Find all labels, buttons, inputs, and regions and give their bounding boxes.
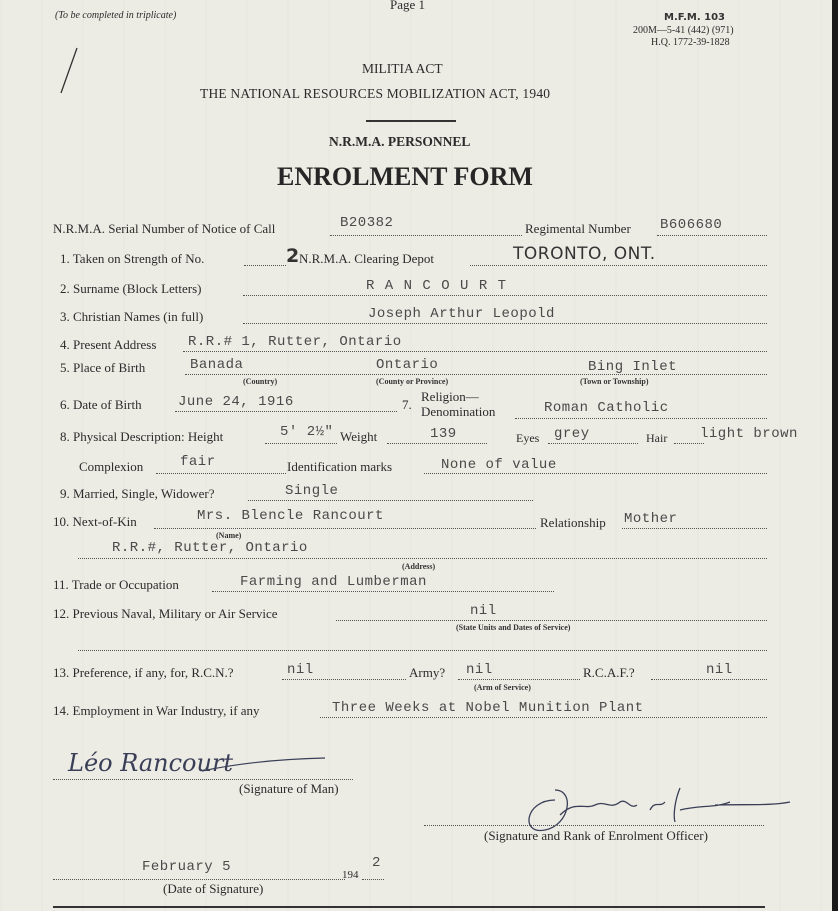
dotted-line (212, 591, 554, 592)
arm-caption: (Arm of Service) (474, 683, 531, 692)
signature-stroke-icon (200, 755, 330, 775)
field-8-label: 8. Physical Description: Height (60, 429, 224, 444)
dotted-line (243, 295, 767, 296)
field-2-label: 2. Surname (Block Letters) (60, 281, 202, 296)
field-12-label: 12. Previous Naval, Military or Air Service (53, 606, 278, 621)
dotted-line (336, 620, 767, 621)
army-preference-value: nil (466, 662, 493, 678)
dotted-line (470, 265, 767, 266)
rcaf-label: R.C.A.F.? (583, 665, 635, 680)
dotted-line (458, 679, 580, 680)
personnel-heading: N.R.M.A. PERSONNEL (329, 134, 471, 149)
dotted-line (175, 411, 397, 412)
bottom-rule (53, 906, 765, 908)
dotted-line (248, 500, 533, 501)
field-13-label: 13. Preference, if any, for, R.C.N.? (53, 665, 234, 680)
next-of-kin-name-value: Mrs. Blencle Rancourt (197, 508, 384, 524)
dotted-line (657, 235, 767, 236)
war-industry-value: Three Weeks at Nobel Munition Plant (332, 700, 644, 716)
field-7-number: 7. (402, 397, 412, 412)
identification-marks-value: None of value (441, 457, 557, 473)
year-suffix: 2 (372, 855, 381, 871)
dotted-line (622, 528, 767, 529)
dotted-line (156, 473, 286, 474)
serial-label: N.R.M.A. Serial Number of Notice of Call (53, 221, 276, 236)
field-7-label-1: Religion— (421, 389, 479, 404)
birth-country-value: Banada (190, 357, 244, 373)
relationship-value: Mother (624, 511, 678, 527)
address-caption: (Address) (402, 562, 436, 571)
date-of-birth-value: June 24, 1916 (178, 394, 294, 410)
act-title-2: THE NATIONAL RESOURCES MOBILIZATION ACT, 1940 (200, 86, 551, 101)
serial-value: B20382 (340, 215, 394, 231)
field-4-label: 4. Present Address (60, 337, 157, 352)
dotted-line (362, 879, 384, 880)
marital-status-value: Single (285, 483, 339, 499)
dotted-line (424, 473, 767, 474)
christian-names-value: Joseph Arthur Leopold (368, 306, 555, 322)
identification-marks-label: Identification marks (287, 459, 393, 474)
dotted-line (651, 679, 767, 680)
date-caption: (Date of Signature) (163, 881, 264, 896)
dotted-line (53, 879, 345, 880)
dotted-line (243, 323, 767, 324)
field-11-label: 11. Trade or Occupation (53, 577, 179, 592)
regimental-label: Regimental Number (525, 221, 631, 236)
relationship-label: Relationship (540, 515, 606, 530)
army-label: Army? (409, 665, 446, 680)
field-7-label-2: Denomination (421, 404, 496, 419)
dotted-line (183, 351, 767, 352)
dotted-line (330, 235, 522, 236)
form-code: M.F.M. 103 (664, 12, 726, 23)
name-caption: (Name) (216, 531, 242, 540)
surname-value: R A N C O U R T (366, 278, 508, 294)
religion-value: Roman Catholic (544, 400, 669, 416)
dotted-line (424, 825, 764, 826)
officer-signature-caption: (Signature and Rank of Enrolment Officer) (484, 828, 708, 843)
next-of-kin-address-value: R.R.#, Rutter, Ontario (112, 540, 308, 556)
field-14-label: 14. Employment in War Industry, if any (53, 703, 260, 718)
occupation-value: Farming and Lumberman (240, 574, 427, 590)
complexion-label: Complexion (79, 459, 144, 474)
field-1-value: 2 (286, 245, 300, 267)
eyes-label: Eyes (516, 431, 540, 445)
dotted-line (185, 374, 767, 375)
regimental-value: B606680 (660, 217, 723, 233)
pencil-mark-icon (55, 45, 85, 100)
field-1-label-2: N.R.M.A. Clearing Depot (299, 251, 435, 266)
birth-town-value: Bing Inlet (588, 359, 678, 375)
dotted-line (244, 265, 286, 266)
eyes-value: grey (554, 426, 590, 442)
weight-label: Weight (340, 429, 378, 444)
field-5-label: 5. Place of Birth (60, 360, 146, 375)
town-caption: (Town or Township) (580, 377, 649, 386)
dotted-line (78, 650, 767, 651)
dotted-line (282, 679, 406, 680)
field-10-label: 10. Next-of-Kin (53, 514, 137, 529)
previous-service-value: nil (470, 603, 497, 619)
man-signature-caption: (Signature of Man) (239, 781, 339, 796)
province-caption: (County or Province) (376, 377, 449, 386)
service-caption: (State Units and Dates of Service) (456, 623, 571, 632)
hq-code: H.Q. 1772-39-1828 (651, 37, 730, 48)
complexion-value: fair (180, 454, 216, 470)
dotted-line (548, 443, 638, 444)
hair-value: light brown (700, 426, 798, 442)
field-3-label: 3. Christian Names (in full) (60, 309, 204, 324)
page-label: Page 1 (390, 0, 426, 12)
country-caption: (Country) (243, 377, 278, 386)
dotted-line (387, 443, 487, 444)
dotted-line (78, 558, 767, 559)
dotted-line (53, 779, 353, 780)
rcn-preference-value: nil (287, 662, 314, 678)
divider (366, 120, 456, 122)
dotted-line (154, 528, 536, 529)
clearing-depot-value: TORONTO, ONT. (513, 244, 656, 264)
year-prefix: 194 (342, 869, 359, 881)
dotted-line (265, 443, 337, 444)
print-code: 200M—5-41 (442) (971) (633, 25, 734, 36)
dotted-line (515, 418, 767, 419)
field-6-label: 6. Date of Birth (60, 397, 142, 412)
form-title: ENROLMENT FORM (277, 162, 533, 191)
birth-province-value: Ontario (376, 357, 439, 373)
field-1-label: 1. Taken on Strength of No. (60, 251, 205, 266)
present-address-value: R.R.# 1, Rutter, Ontario (188, 334, 402, 350)
triplicate-note: (To be completed in triplicate) (55, 10, 177, 21)
man-signature: Léo Rancourt (68, 749, 234, 777)
rcaf-preference-value: nil (706, 662, 733, 678)
dotted-line (674, 443, 704, 444)
weight-value: 139 (430, 426, 457, 442)
act-title-1: MILITIA ACT (362, 61, 443, 76)
hair-label: Hair (646, 431, 668, 445)
signature-date-value: February 5 (142, 859, 232, 875)
dotted-line (320, 717, 767, 718)
height-value: 5' 2½" (280, 424, 334, 440)
field-9-label: 9. Married, Single, Widower? (60, 486, 215, 501)
